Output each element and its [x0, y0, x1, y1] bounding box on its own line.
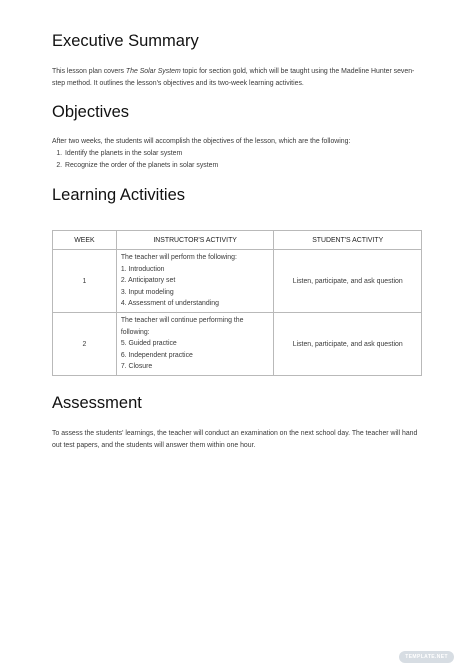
table-row — [53, 250, 422, 313]
assessment-heading: Assessment — [52, 394, 142, 412]
instructor-activity-line: 6. Independent practice — [120, 351, 193, 359]
instructor-activity-line: 3. Input modeling — [120, 288, 174, 296]
objectives-list — [52, 148, 218, 172]
table-header-row — [53, 231, 422, 250]
student-activity-cell: Listen, participate, and ask question — [274, 250, 422, 313]
table-row — [53, 313, 422, 376]
instructor-activity-cell — [116, 313, 274, 376]
objective-item: 1. Identify the planets in the solar system — [64, 148, 218, 160]
objective-item: 2. Recognize the order of the planets in solar system — [64, 160, 218, 172]
template-logo — [399, 651, 454, 663]
executive-summary-text — [52, 66, 424, 89]
learning-activities-heading: Learning Activities — [52, 186, 185, 204]
instructor-activity-line: 7. Closure — [120, 363, 153, 371]
column-header-instructor-activity: INSTRUCTOR'S ACTIVITY — [116, 231, 274, 250]
executive-summary-heading: Executive Summary — [52, 32, 199, 50]
week-cell: 1 — [53, 250, 117, 313]
column-header-week: WEEK — [53, 231, 117, 250]
instructor-activity-line: 1. Introduction — [120, 265, 165, 273]
instructor-activity-line: The teacher will continue performing the following: — [120, 317, 244, 336]
template-logo-text: TEMPLATE.NET — [405, 654, 448, 660]
executive-summary-text-end: topic for section gold, which will be taught using the Madeline Hunter seven-step method. It outlines the lesson's objectives and its two-week learning activities. — [52, 68, 415, 87]
instructor-activity-line: 4. Assessment of understanding — [120, 300, 219, 308]
instructor-activity-cell — [116, 250, 274, 313]
instructor-activity-line: 5. Guided practice — [120, 340, 177, 348]
week-cell: 2 — [53, 313, 117, 376]
instructor-activity-line: 2. Anticipatory set — [120, 277, 176, 285]
assessment-text: To assess the students' learnings, the teacher will conduct an examination on the next school day. The teacher will hand out test papers, and the students will answer them within one hour. — [52, 430, 418, 449]
learning-activities-table — [52, 230, 422, 376]
instructor-activity-line: The teacher will perform the following: — [120, 254, 237, 262]
executive-summary-text-start: This lesson plan covers — [52, 68, 126, 75]
student-activity-cell: Listen, participate, and ask question — [274, 313, 422, 376]
objectives-heading: Objectives — [52, 103, 130, 121]
column-header-student-activity: STUDENT'S ACTIVITY — [274, 231, 422, 250]
lesson-topic: The Solar System — [125, 68, 181, 75]
objectives-intro: After two weeks, the students will accomplish the objectives of the lesson, which are the following: — [52, 138, 351, 145]
